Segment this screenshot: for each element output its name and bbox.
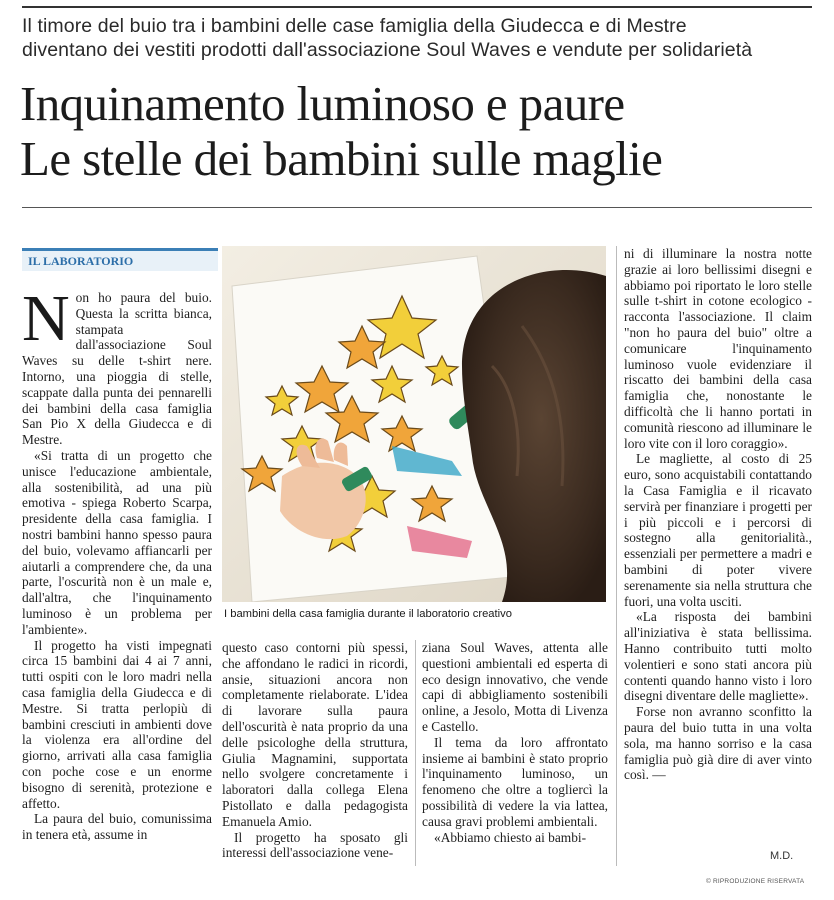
article-paragraph: «Abbiamo chiesto ai bambi- <box>434 829 587 845</box>
article-paragraph: Le magliette, al costo di 25 euro, sono acquistabili contattando la Casa Famiglia e il ricavato servirà per finanziare i progetti per i più piccoli e i percorsi di sostegno alla genitorialità., essenziali per permettere a madri e bambini di poter vivere serenamente sia nella struttura che fuori, una volta usciti. <box>624 451 812 609</box>
headline-rule <box>22 207 812 208</box>
article-column-1 <box>22 282 212 843</box>
article-paragraph: Non ho paura del buio. Questa la scritta bianca, stampata dall'associazione Soul Waves su delle t-shirt nere. Intorno, una pioggia di stelle, scappate dalla punta dei pennarelli dei bambini della casa famiglia San Pio X della Giudecca e di Mestre. <box>22 282 212 448</box>
lab-photo <box>222 246 606 602</box>
section-tag: IL LABORATORIO <box>22 248 218 271</box>
column-divider <box>415 640 416 866</box>
article-paragraph: «La risposta dei bambini all'iniziativa è stata bellissima. Hanno contribuito tutti molto volentieri e sono stati ancora più contenti quando hanno visto i loro disegni diventare delle magliette». <box>624 609 812 704</box>
article-column-2 <box>222 640 408 861</box>
drop-cap: N <box>22 282 70 355</box>
top-rule <box>22 6 812 8</box>
article-paragraph: La paura del buio, comunissima in tenera età, assume in <box>22 811 212 843</box>
reproduction-notice: © RIPRODUZIONE RISERVATA <box>706 878 805 885</box>
article-headline: Inquinamento luminoso e paure Le stelle dei bambini sulle maglie <box>20 76 663 186</box>
article-paragraph: ziana Soul Waves, attenta alle questioni ambientali ed esperta di eco design innovativo, che vende capi di abbigliamento sostenibili online, a Jesolo, Motta di Livenza e Castello. <box>422 640 608 734</box>
article-paragraph: Il tema da loro affrontato insieme ai bambini è stato proprio l'inquinamento luminoso, un fenomeno che oltre a togliercì la possibilità di vedere la via lattea, causa gravi problemi ambientali. <box>422 734 608 829</box>
article-paragraph: Forse non avranno sconfitto la paura del buio tutta in una volta sola, ma hanno sorriso e la casa famiglia può già dire di aver vinto così. — <box>624 704 812 783</box>
article-paragraph: questo caso contorni più spessi, che affondano le radici in ricordi, ansie, situazioni ancora non completamente rielaborate. L'idea di lavorare sulla paura dell'oscurità è nata proprio da una delle psicologhe della struttura, Giulia Magnamini, supportata nello svolgere concretamente i laboratori dalla collega Elena Pistollato e dalla pedagogista Emanuela Amio. <box>222 640 408 829</box>
article-column-4 <box>624 246 812 783</box>
article-paragraph: «Si tratta di un progetto che unisce l'educazione ambientale, alla sostenibilità, ad una più emotiva - spiega Roberto Scarpa, presidente della casa famiglia. I nostri bambini hanno spesso paura del buio, volevamo affiancarli per aiutarli a comprendere che, da una parte, l'oscurità non è un male e, dall'altra, che l'inquinamento luminoso è un problema per l'ambiente». <box>22 447 212 637</box>
article-paragraph: Il progetto ha visti impegnati circa 15 bambini dai 4 ai 7 anni, tutti ospiti con le loro madri nella casa famiglia della Giudecca e di Mestre. Si tratta perlopiù di bambini cresciuti in ambienti dove la violenza era all'ordine del giorno, arrivati alla casa famiglia con poche cose e un enorme bisogno di serenità, protezione e affetto. <box>22 637 212 811</box>
article-paragraph: Il progetto ha sposato gli interessi dell'associazione vene- <box>222 829 408 861</box>
article-kicker: Il timore del buio tra i bambini delle case famiglia della Giudecca e di Mestre diventano dei vestiti prodotti dall'associazione Soul Waves e vendute per solidarietà <box>22 15 753 61</box>
children-drawing-stars-illustration <box>222 246 606 602</box>
article-column-3 <box>422 640 608 845</box>
article-paragraph: ni di illuminare la nostra notte grazie ai loro bellissimi disegni e abbiamo poi riportato le loro stelle sulle t-shirt in cotone ecologico - racconta l'associazione. Il claim "non ho paura del buio" oltre a comunicare l'inquinamento luminoso vuole evidenziare il riscatto dei bambini della casa famiglia che, nonostante le difficoltà che li hanno portati in comunità riescono ad illuminare le loro vite con il loro coraggio». <box>624 246 812 451</box>
photo-caption: I bambini della casa famiglia durante il laboratorio creativo <box>224 608 512 620</box>
author-signature: M.D. <box>770 850 794 862</box>
column-divider <box>616 246 617 866</box>
